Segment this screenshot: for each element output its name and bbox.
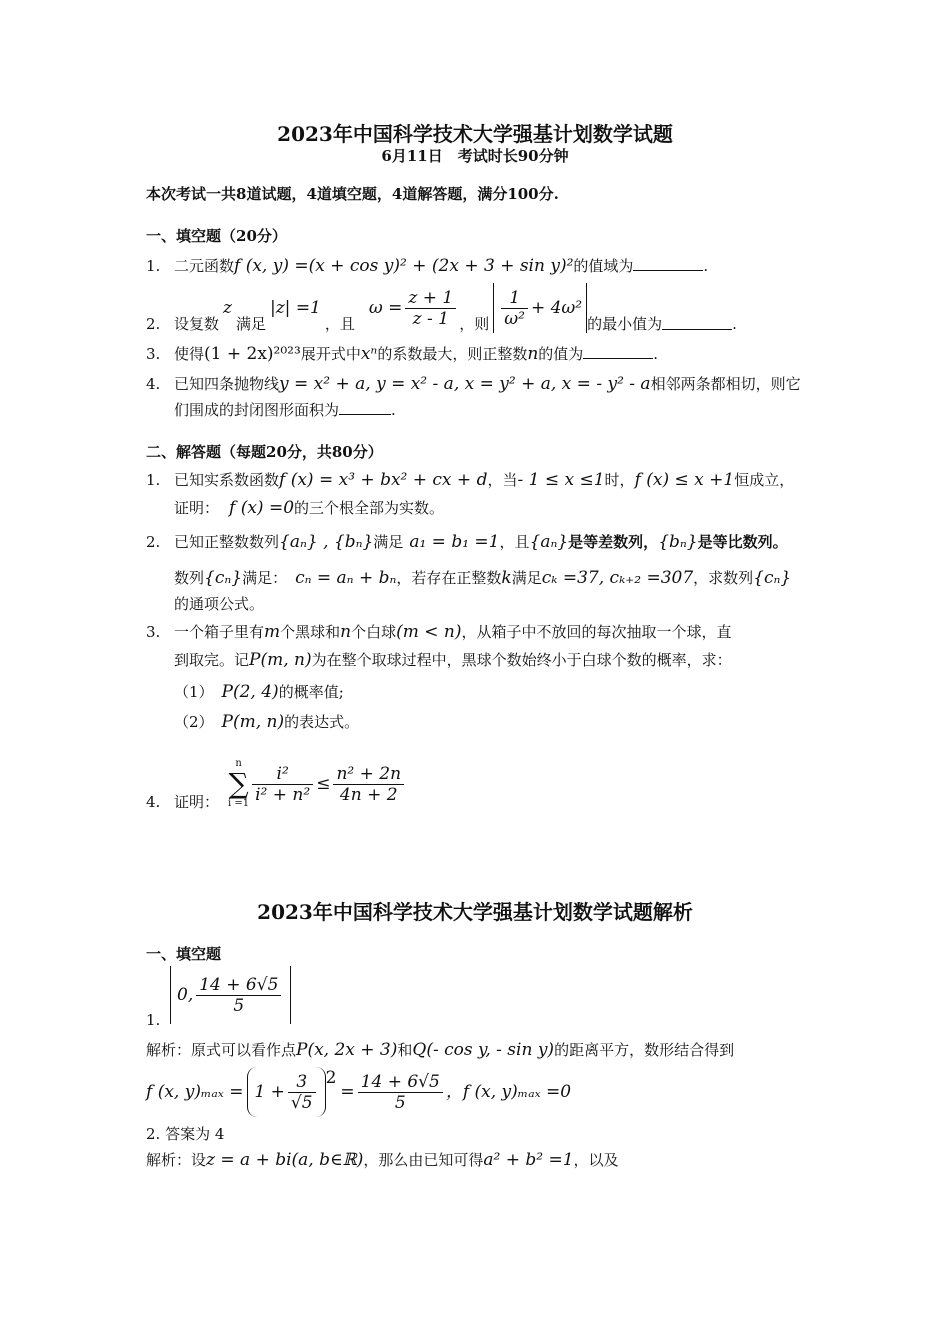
solution-number: 1. [146,1011,161,1029]
solution-1-explanation [146,1040,734,1060]
math-complex: z = a + bi(a, b∈ℝ) [206,1150,364,1170]
question-number: 2. [146,533,161,551]
math-var: n [340,622,352,642]
math-exponent: 2 [325,1068,337,1088]
math-var: m [264,622,281,642]
answer-section-heading: 二、解答题（每题20分，共80分） [146,443,383,461]
math-omega: ω = [368,298,403,318]
answer-question-2 [146,532,788,552]
question-text: 的值为 [538,345,584,363]
math-initial: a₁ = b₁ =1 [409,532,500,552]
question-number: 4. [146,375,161,393]
math-inequality: f (x) ≤ x +1 [634,470,735,490]
question-text: 已知正整数数列 [174,533,280,551]
answer-question-1-cont [174,498,444,518]
math-fmin: f (x, y)ₘₐₓ =0 [462,1082,572,1102]
question-text: 满足 [235,315,266,333]
answer-question-2-cont [174,568,791,588]
math-probability: P(m, n) [221,712,285,732]
fill-question-4-cont [174,400,396,420]
question-text: 满足 [511,569,542,587]
punctuation: . [703,257,709,275]
question-text: 证明： [174,499,220,517]
math-range: - 1 ≤ x ≤1 [517,470,605,490]
question-text: 使得 [174,345,205,363]
question-number: 2. [146,315,161,333]
punctuation: . [732,315,737,333]
math-summation: n ∑ i =1 [228,758,250,809]
question-number: 3. [146,345,161,363]
sub-label: （1） [174,683,214,701]
question-text: 的表达式。 [284,713,360,731]
math-fraction: $\frac{14 + 6√5}{5}$ [358,1072,443,1113]
punctuation: ， [445,1082,463,1102]
exam-title: 2023年中国科学技术大学强基计划数学试题 [277,122,673,146]
question-text: 到取完。记 [174,651,250,669]
fill-question-3 [146,344,658,364]
question-text: 个白球 [351,623,397,641]
solution-section-heading: 一、填空题 [146,945,222,963]
math-fraction: $\frac{z + 1}{z - 1}$ [405,288,456,329]
answer-question-2-cont2 [174,594,264,614]
answer-question-3-cont [174,650,732,670]
question-text: 的三个根全部为实数。 [294,499,445,517]
question-text: 设复数 [174,315,220,333]
math-expression: (1 + 2x)²⁰²³ [204,344,301,364]
question-text: ，且 [499,533,530,551]
question-text: 的值域为 [573,257,634,275]
exam-intro: 本次考试一共8道试题，4道填空题，4道解答题，满分100分. [146,185,559,203]
answer-question-3 [146,622,732,642]
math-var: xⁿ [360,344,378,364]
math-interval: 0, $\frac{14 + 6√5}{5}$ [170,966,291,1024]
question-text: 的概率值; [278,683,344,701]
math-relation: ≤ [316,774,331,794]
question-text: 的通项公式。 [174,595,265,613]
math-sequence: {bₙ} [658,532,698,552]
question-text: 数列 [174,569,205,587]
exam-page: 2023年中国科学技术大学强基计划数学试题 6月11日 考试时长90分钟 本次考试一共8道试题，4道填空题，4道解答题，满分100分. 一、填空题（20分） 1. 二元函数f (x, y) =(x + cos y)² + (2x + 3 + sin y)²的值域为 . 2. 设复数 z 满足 |z| =1 ，且 ω = $\frac{z + 1}{z - 1}$ ，则 $\frac{1}{\text{ω²}}$ + 4ω² 的最小值为 . 3. 使得(1 + 2x)²⁰²³展开式中xⁿ的系数最大，则正整数n的值为 . 4. 已知四条抛物线y = x² + a, y = x² - a, x = y² + a, x = - y² - a相邻两条都相切，则它 们围成的封闭图形面积为 . 二、解答题（每题20分，共80分） 1. 已知实系数函数f (x) = x³ + bx² + cx + d，当- 1 ≤ x ≤1时，f (x) ≤ x +1恒成立， 证明： f (x) =0的三个根全部为实数。 2. 已知正整数数列{aₙ} , {bₙ}满足 a₁ = b₁ =1，且{aₙ}是等差数列，{bₙ}是等比数列。 数列{cₙ}满足： cₙ = aₙ + bₙ，若存在正整数k满足cₖ =37, cₖ₊₂ =307，求数列{cₙ} 的通项公式。 3. 一个箱子里有m个黑球和n个白球(m < n)，从箱子中不放回的每次抽取一个球，直 到取完。记P(m, n)为在整个取球过程中，黑球个数始终小于白球个数的概率，求： （1） P(2, 4)的概率值; （2） P(m, n)的表达式。 4. 证明： n ∑ i =1 $\frac{\text{i²}}{\text{i² + n²}}$ ≤ $\frac{\text{n² + 2n}}{4n + 2}$ 2023年中国科学技术大学强基计划数学试题解析 一、填空题 1. 0, $\frac{14 + 6√5}{5}$ 解析：原式可以看作点P(x, 2x + 3)和Q(- cos y, - sin y)的距离平方，数形结合得到 f (x, y)ₘₐₓ = 1 + $\frac{3}{√5}$ 2 = $\frac{14 + 6√5}{5}$ ， f (x, y)ₘₐₓ =0 2. 答案为 4 解析：设z = a + bi(a, b∈ℝ)，那么由已知可得a² + b² =1，以及 [0,0,950,1344]
math-var: k [501,568,512,588]
question-text: 是等比数列。 [697,533,788,551]
question-text: ，当 [487,471,518,489]
math-paren-expression: 1 + $\frac{3}{√5}$ [247,1067,325,1117]
answer-question-3-sub2 [174,712,359,732]
math-var: z [223,298,232,318]
math-fraction: $\frac{\text{i²}}{\text{i² + n²}}$ [252,764,313,805]
math-fraction: $\frac{1}{\text{ω²}}$ [501,288,528,329]
math-equation: f (x) =0 [229,498,295,518]
math-sequence: {aₙ} [529,532,569,552]
answer-question-1 [146,470,794,490]
question-text: ，且 [324,315,355,333]
math-probability: P(2, 4) [221,682,279,702]
solution-text: 的距离平方，数形结合得到 [554,1041,735,1059]
punctuation: . [653,345,659,363]
question-number: 1. [146,257,161,275]
question-text: 为在整个取球过程中，黑球个数始终小于白球个数的概率，求： [311,651,732,669]
answer-question-3-sub1 [174,682,344,702]
question-text: 满足 [373,533,404,551]
question-text: 的系数最大，则正整数 [377,345,528,363]
question-text: 一个箱子里有 [174,623,265,641]
solution-2-answer: 2. 答案为 4 [146,1125,225,1143]
math-expression: y = x² + a, y = x² - a, x = y² + a, x = - y² - a [279,374,651,394]
question-text: ，若存在正整数 [396,569,502,587]
question-text: 已知实系数函数 [174,471,280,489]
math-formula: f (x, y) =(x + cos y)² + (2x + 3 + sin y)² [234,256,574,276]
question-text: ，求数列 [693,569,754,587]
math-sequence: {cₙ} [753,568,792,588]
solution-text: 解析：原式可以看作点 [146,1041,297,1059]
solution-title: 2023年中国科学技术大学强基计划数学试题解析 [257,900,693,924]
fill-section-heading: 一、填空题（20分） [146,227,287,245]
math-condition: (m < n) [396,622,462,642]
answer-blank [583,344,653,359]
question-number: 4. [146,793,161,811]
math-probability: P(m, n) [249,650,312,670]
question-text: ，从箱子中不放回的每次抽取一个球，直 [461,623,732,641]
solution-text: 和 [397,1041,413,1059]
math-definition: cₙ = aₙ + bₙ [295,568,397,588]
math-sequences: {aₙ} , {bₙ} [279,532,374,552]
question-text: 已知四条抛物线 [174,375,280,393]
fill-question-1 [146,256,708,276]
answer-blank [339,400,391,415]
answer-blank [633,256,703,271]
punctuation: . [391,401,396,419]
exam-subtitle: 6月11日 考试时长90分钟 [381,147,569,165]
math-var: n [527,344,539,364]
math-sequence: {cₙ} [204,568,243,588]
solution-text: ，以及 [573,1151,619,1169]
question-text: 个黑球和 [280,623,341,641]
solution-2-explanation [146,1150,619,1170]
solution-text: 解析：设 [146,1151,207,1169]
question-text: 证明： [174,793,220,811]
math-condition: |z| =1 [270,298,321,318]
answer-blank [662,315,732,330]
question-text: 相邻两条都相切，则它 [650,375,801,393]
question-text: 恒成立， [734,471,795,489]
question-text: 时， [604,471,635,489]
fill-question-4 [146,374,801,394]
math-abs-expression: $\frac{1}{\text{ω²}}$ + 4ω² [493,283,587,333]
question-number: 3. [146,623,161,641]
sub-label: （2） [174,713,214,731]
question-text: 展开式中 [300,345,361,363]
question-text: ，则 [459,315,490,333]
math-point: Q(- cos y, - sin y) [412,1040,555,1060]
question-text: 的最小值为 [587,315,663,333]
question-text: 二元函数 [174,257,235,275]
question-number: 1. [146,471,161,489]
math-condition: a² + b² =1 [483,1150,574,1170]
question-text: 是等差数列， [568,533,659,551]
math-values: cₖ =37, cₖ₊₂ =307 [541,568,694,588]
question-text: 满足： [242,569,288,587]
math-fmax: f (x, y)ₘₐₓ = [146,1082,244,1102]
math-fraction: $\frac{\text{n² + 2n}}{4n + 2}$ [333,764,404,805]
math-point: P(x, 2x + 3) [296,1040,398,1060]
solution-text: ，那么由已知可得 [363,1151,484,1169]
math-function: f (x) = x³ + bx² + cx + d [279,470,488,490]
question-text: 们围成的封闭图形面积为 [174,401,340,419]
